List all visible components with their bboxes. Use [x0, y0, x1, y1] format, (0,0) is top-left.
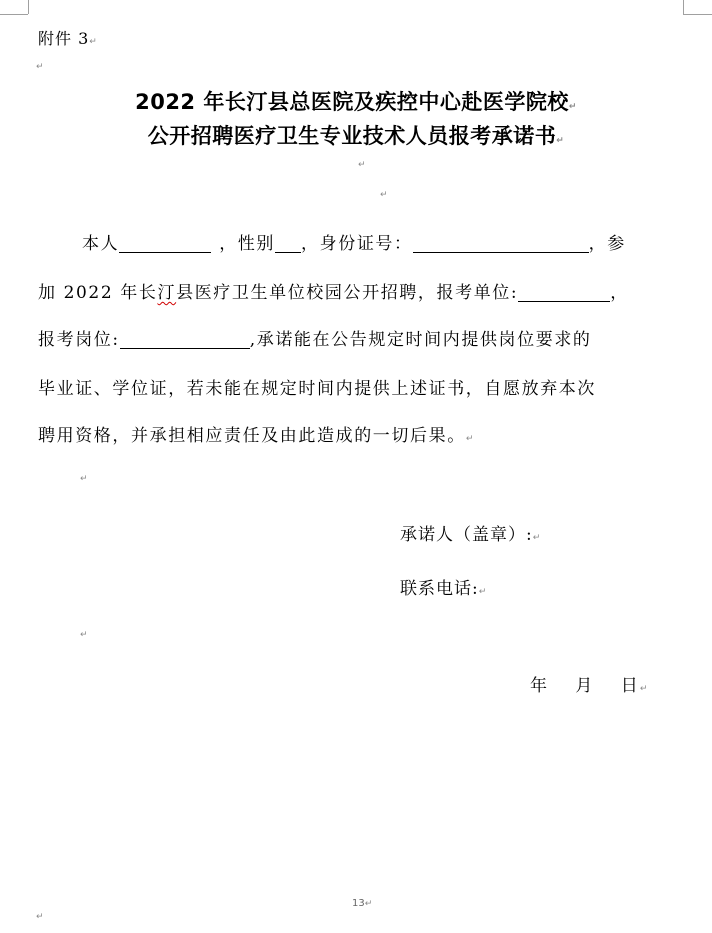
promisor-signature-label: 承诺人（盖章）:↵	[400, 525, 542, 545]
name-field[interactable]	[119, 235, 211, 253]
crop-mark	[683, 0, 684, 14]
date-line: 年 月 日↵	[530, 676, 650, 696]
gender-field[interactable]	[275, 235, 301, 253]
document-title-line-1: 2022 年长汀县总医院及疾控中心赴医学院校↵	[135, 90, 577, 114]
spellcheck-word: 汀	[157, 283, 177, 303]
crop-mark	[28, 0, 29, 14]
paragraph-mark: ↵	[36, 62, 44, 72]
document-title-line-2: 公开招聘医疗卫生专业技术人员报考承诺书↵	[147, 124, 565, 148]
body-line-5: 聘用资格，并承担相应责任及由此造成的一切后果。↵	[38, 426, 475, 446]
body-line-4: 毕业证、学位证，若未能在规定时间内提供上述证书，自愿放弃本次	[38, 379, 596, 399]
contact-phone-label: 联系电话:↵	[400, 579, 488, 599]
applied-position-field[interactable]	[120, 331, 250, 349]
paragraph-mark: ↵	[358, 160, 366, 170]
id-number-field[interactable]	[413, 235, 589, 253]
body-line-2: 加 2022 年长汀县医疗卫生单位校园公开招聘，报考单位: ，	[38, 283, 629, 303]
paragraph-mark: ↵	[380, 190, 388, 200]
page-number: 13↵	[352, 898, 373, 909]
paragraph-mark: ↵	[80, 474, 88, 484]
attachment-label: 附件 3↵	[38, 29, 98, 48]
crop-mark	[0, 14, 28, 15]
paragraph-mark: ↵	[36, 912, 44, 922]
crop-mark	[683, 14, 712, 15]
body-line-1: 本人 ，性别 ，身份证号： ，参	[82, 234, 626, 254]
applied-unit-field[interactable]	[518, 284, 610, 302]
body-line-3: 报考岗位: ,承诺能在公告规定时间内提供岗位要求的	[38, 330, 592, 350]
paragraph-mark: ↵	[80, 630, 88, 640]
